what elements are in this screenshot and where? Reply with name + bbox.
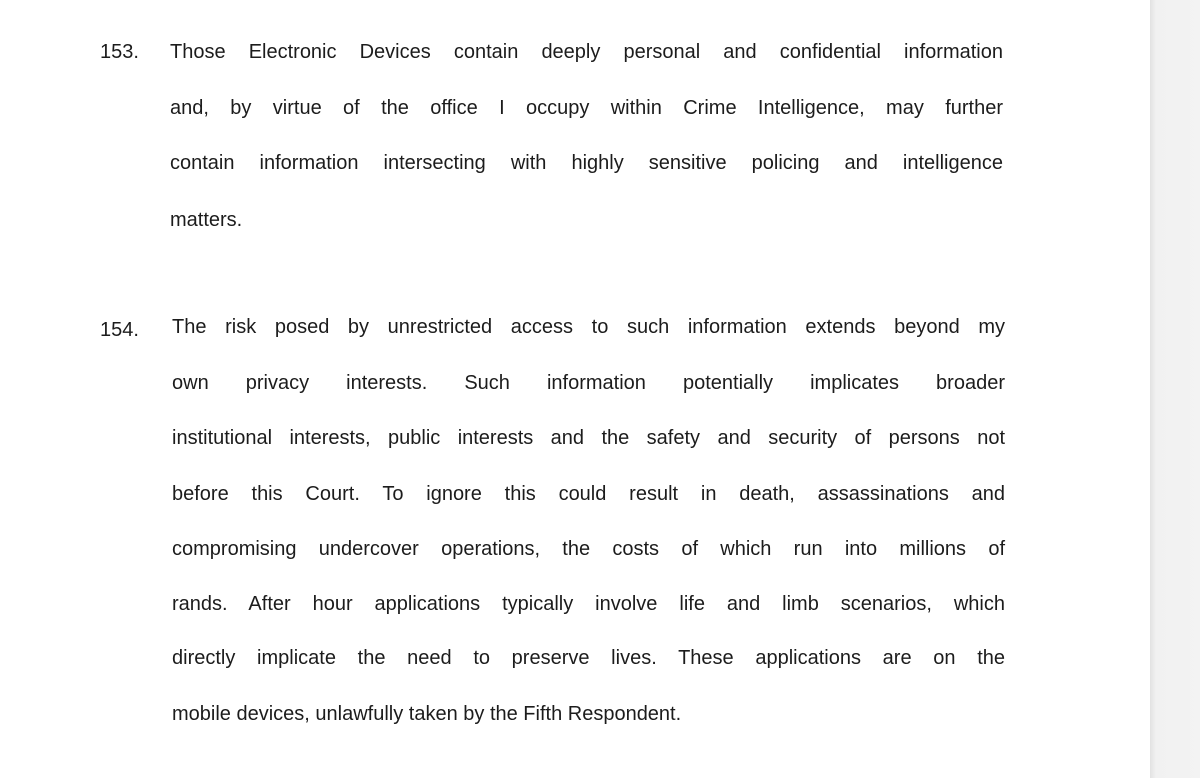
- paragraph-number: 153.: [100, 41, 139, 63]
- paragraph-line: rands. After hour applications typically involve life and limb scenarios, which: [172, 593, 1005, 615]
- paragraph-line: institutional interests, public interests and the safety and security of persons not: [172, 427, 1005, 449]
- paragraph-line: matters.: [170, 209, 243, 231]
- paragraph-line: The risk posed by unrestricted access to such information extends beyond my: [172, 316, 1005, 338]
- paragraph-line: compromising undercover operations, the costs of which run into millions of: [172, 538, 1005, 560]
- paragraph-line: before this Court. To ignore this could result in death, assassinations and: [172, 483, 1005, 505]
- paragraph-line: mobile devices, unlawfully taken by the Fifth Respondent.: [172, 703, 682, 725]
- paragraph-line: contain information intersecting with highly sensitive policing and intelligence: [170, 152, 1003, 174]
- paragraph-line: and, by virtue of the office I occupy within Crime Intelligence, may further: [170, 97, 1003, 119]
- paragraph-line: own privacy interests. Such information potentially implicates broader: [172, 372, 1005, 394]
- paragraph-line: Those Electronic Devices contain deeply personal and confidential information: [170, 41, 1003, 63]
- paragraph-line: directly implicate the need to preserve lives. These applications are on the: [172, 647, 1005, 669]
- page-edge-shadow: [1150, 0, 1200, 778]
- paragraph-number: 154.: [100, 319, 139, 341]
